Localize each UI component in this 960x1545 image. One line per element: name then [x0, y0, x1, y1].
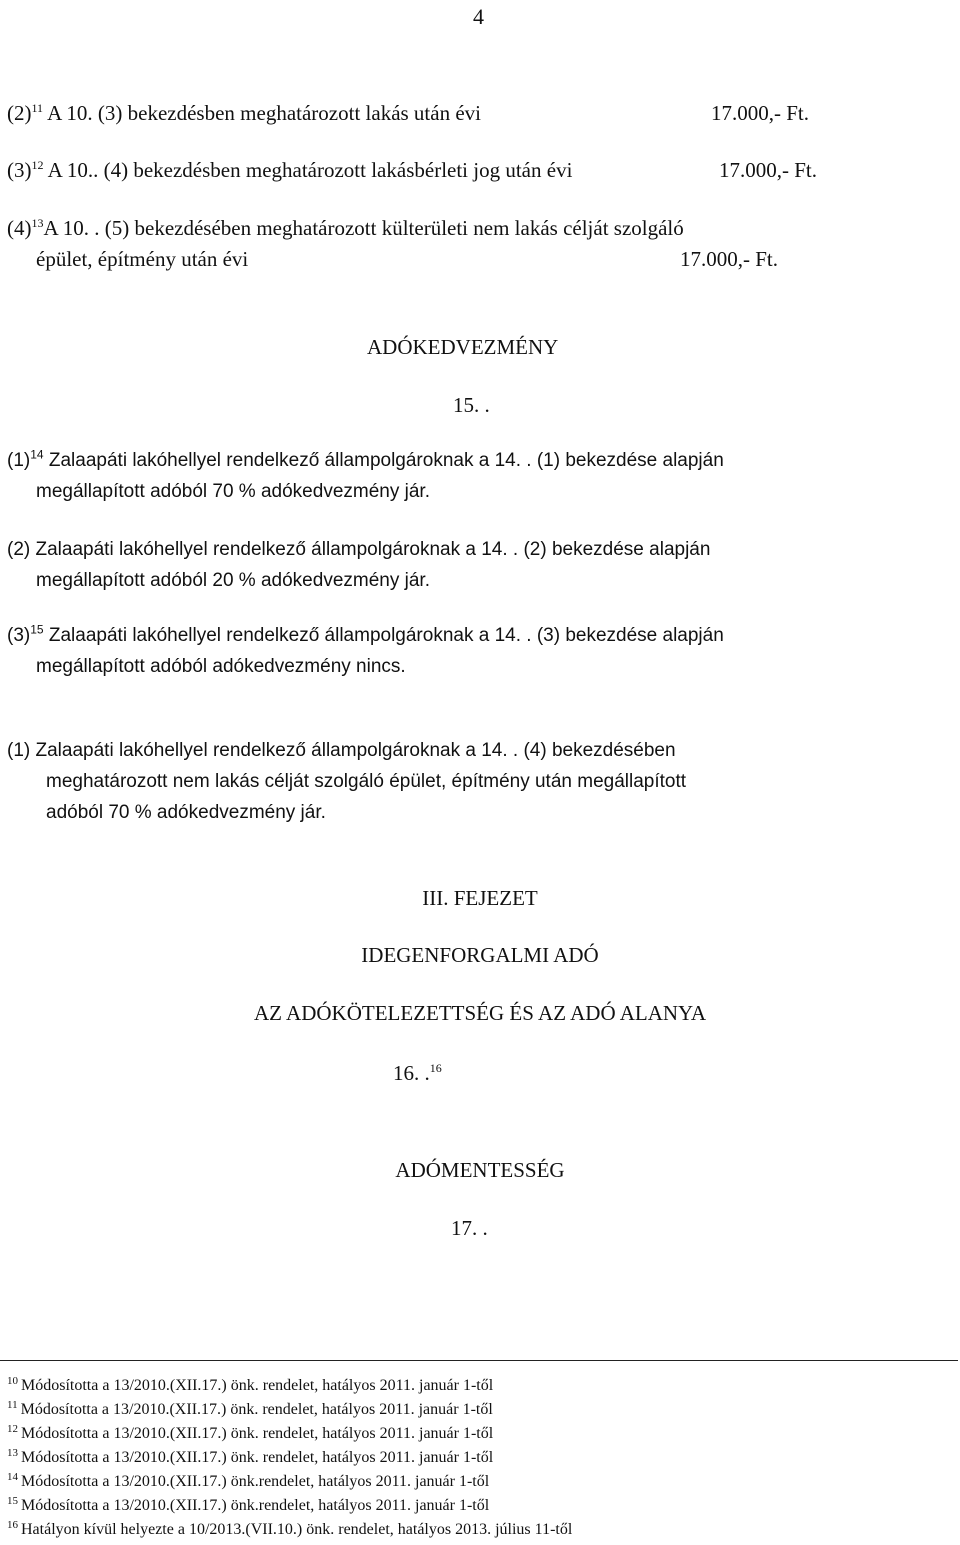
rate-item — [7, 160, 572, 181]
exemption-heading: ADÓMENTESSÉG — [395, 1158, 565, 1182]
footnote — [7, 1470, 490, 1490]
footnote-number: 11 — [7, 1398, 18, 1411]
footnote — [7, 1446, 494, 1466]
footnote — [7, 1374, 494, 1394]
footnote-number: 12 — [7, 1422, 18, 1435]
chapter-heading: AZ ADÓKÖTELEZETTSÉG ÉS AZ ADÓ ALANYA — [253, 1001, 707, 1025]
chapter-title: III. FEJEZET — [422, 886, 538, 910]
footnote-text: Módosította a 13/2010.(XII.17.) önk.rendelet, hatályos 2011. január 1-től — [21, 1473, 490, 1490]
discount-text: Zalaapáti lakóhellyel rendelkező állampolgároknak a 14. . (2) bekezdése alapján — [30, 539, 711, 560]
section-16-number: 16. . — [393, 1061, 430, 1085]
discount-lead: (1) — [7, 450, 31, 471]
discount-text-continued: megállapított adóból 70 % adókedvezmény jár. — [36, 481, 430, 502]
footnote — [7, 1398, 493, 1418]
section-number: 15. . — [453, 393, 490, 417]
discount-lead: (3) — [7, 625, 31, 646]
footnote-text: Módosította a 13/2010.(XII.17.) önk. rendelet, hatályos 2011. január 1-től — [21, 1425, 494, 1442]
footnote — [7, 1422, 494, 1442]
rate-lead: (2) — [7, 101, 32, 125]
footnote-separator — [0, 1360, 958, 1361]
footnote-ref: 14 — [30, 447, 44, 462]
footnote — [7, 1518, 573, 1538]
section-17: 17. . — [451, 1216, 488, 1240]
extra-paragraph-line: (1) Zalaapáti lakóhellyel rendelkező állampolgároknak a 14. . (4) bekezdésében — [7, 740, 676, 761]
rate-amount: 17.000,- Ft. — [680, 247, 779, 271]
footnote-number: 15 — [7, 1494, 18, 1507]
rate-text: A 10. (3) bekezdésben meghatározott lakás után évi — [43, 101, 481, 125]
rate-amount: 17.000,- Ft. — [711, 101, 810, 125]
footnote-ref: 15 — [30, 622, 44, 637]
discount-item — [7, 447, 724, 471]
discount-lead: (2) — [7, 539, 31, 560]
chapter-subtitle: IDEGENFORGALMI ADÓ — [361, 943, 599, 967]
rate-amount: 17.000,- Ft. — [719, 158, 818, 182]
rate-item — [7, 218, 684, 239]
section-heading: ADÓKEDVEZMÉNY — [367, 335, 559, 359]
rate-lead: (3) — [7, 158, 32, 182]
discount-text-continued: megállapított adóból adókedvezmény nincs. — [36, 656, 406, 677]
footnote-text: Módosította a 13/2010.(XII.17.) önk. rendelet, hatályos 2011. január 1-től — [21, 1449, 494, 1466]
footnote-number: 10 — [7, 1374, 18, 1387]
footnote-text: Hatályon kívül helyezte a 10/2013.(VII.10.) önk. rendelet, hatályos 2013. július 11-től — [21, 1521, 573, 1538]
rate-lead: (4) — [7, 216, 32, 240]
footnote-number: 13 — [7, 1446, 18, 1459]
footnote-ref: 11 — [31, 101, 44, 115]
footnote-text: Módosította a 13/2010.(XII.17.) önk. rendelet, hatályos 2011. január 1-től — [20, 1401, 493, 1418]
discount-text-continued: megállapított adóból 20 % adókedvezmény jár. — [36, 570, 430, 591]
discount-item — [7, 622, 724, 646]
footnote-number: 14 — [7, 1470, 18, 1483]
page-number: 4 — [473, 4, 484, 29]
rate-text-continued: épület, építmény után évi — [36, 247, 249, 271]
discount-text: Zalaapáti lakóhellyel rendelkező állampolgároknak a 14. . (3) bekezdése alapján — [43, 625, 724, 646]
footnote-text: Módosította a 13/2010.(XII.17.) önk.rendelet, hatályos 2011. január 1-től — [21, 1497, 490, 1514]
discount-text: Zalaapáti lakóhellyel rendelkező állampolgároknak a 14. . (1) bekezdése alapján — [43, 450, 724, 471]
footnote-ref: 12 — [31, 158, 44, 172]
footnote-number: 16 — [7, 1518, 18, 1531]
extra-paragraph-line: adóból 70 % adókedvezmény jár. — [46, 802, 326, 823]
footnote-ref: 13 — [31, 216, 44, 230]
discount-item — [7, 540, 710, 559]
extra-paragraph-line: meghatározott nem lakás célját szolgáló épület, építmény után megállapított — [46, 771, 687, 792]
rate-text: A 10.. (4) bekezdésben meghatározott lakásbérleti jog után évi — [43, 158, 573, 182]
footnote-text: Módosította a 13/2010.(XII.17.) önk. rendelet, hatályos 2011. január 1-től — [21, 1377, 494, 1394]
rate-text: A 10. . (5) bekezdésében meghatározott külterületi nem lakás célját szolgáló — [43, 216, 684, 240]
footnote — [7, 1494, 490, 1514]
rate-item — [7, 103, 481, 124]
section-16 — [393, 1063, 442, 1084]
footnote-ref: 16 — [429, 1061, 442, 1075]
